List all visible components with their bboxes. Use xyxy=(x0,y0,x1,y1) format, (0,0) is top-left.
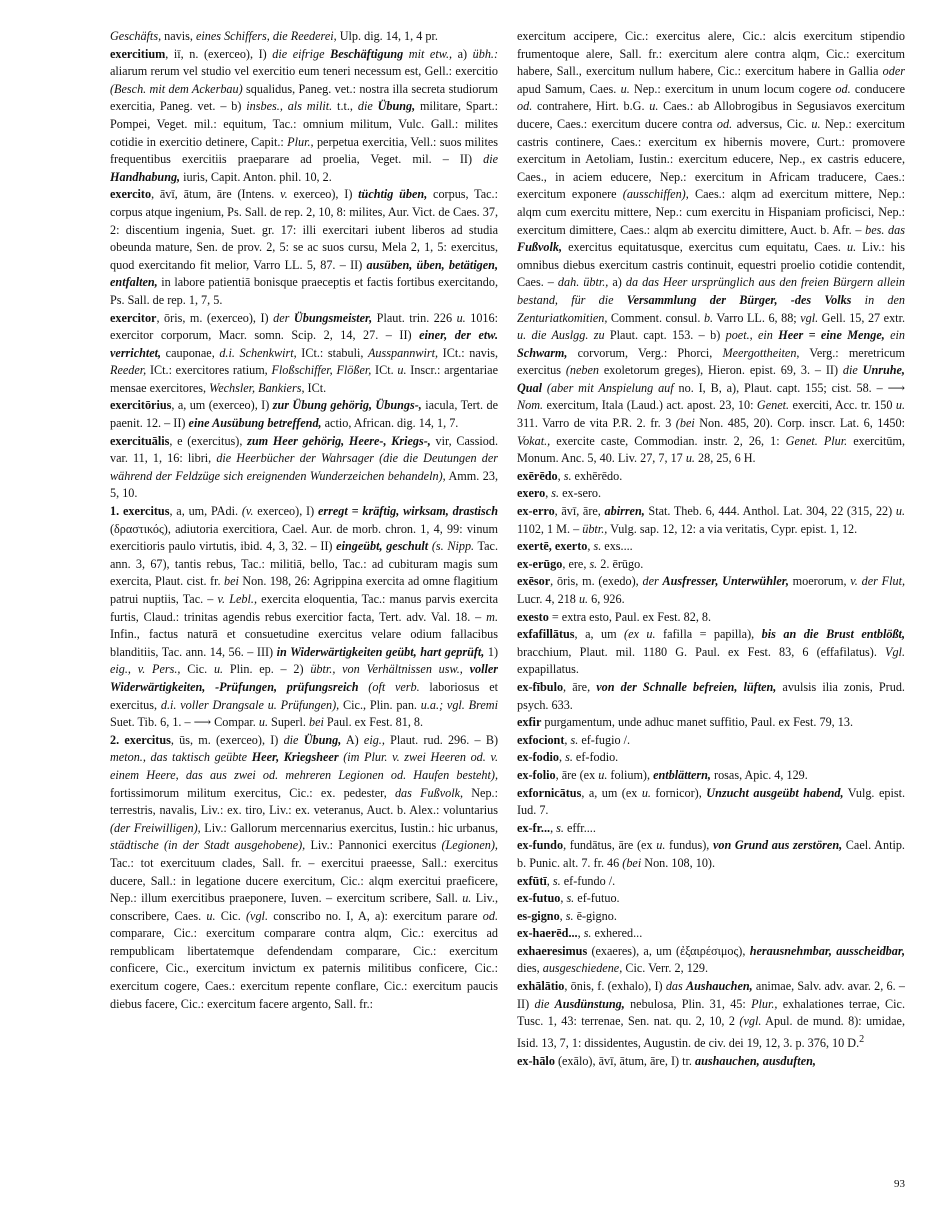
dictionary-entry: exercituālis, e (exercitus), zum Heer gehörig, Heere-, Kriegs-, vir, Cassiod. var. 11, 1, 16: libri, die Heerbücher der Wahrsager (die die Deutungen der während der Feldzüge sich ereignenden Wunderzeichen behandeln), Amm. 23, 5, 10. xyxy=(110,433,498,501)
dictionary-entry: exfociont, s. ef-fugio /. xyxy=(517,732,631,747)
dictionary-entry: exercitōrius, a, um (exerceo), I) zur Übung gehörig, Übungs-, iacula, Tert. de paenit. 12. – II) eine Ausübung betreffend, actio, African. dig. 14, 1, 7. xyxy=(110,398,498,431)
dictionary-entry: exfafillātus, a, um (ex u. fafilla = papilla), bis an die Brust entblößt, bracchium, Plaut. mil. 1180 G. Paul. ex Fest. 83, 6 (effafilatus). Vgl. expapillatus. xyxy=(517,627,905,677)
dictionary-entry: ex-futuo, s. ef-futuo. xyxy=(517,891,620,906)
dictionary-entry: Geschäfts, navis, eines Schiffers, die Reederei, Ulp. dig. 14, 1, 4 pr. xyxy=(110,29,438,43)
dictionary-entry: exfir purgamentum, unde adhuc manet suffitio, Paul. ex Fest. 79, 13. xyxy=(517,715,853,730)
dictionary-entry: ex-fībulo, āre, von der Schnalle befreien, lüften, avulsis ilia zonis, Prud. psych. 633. xyxy=(517,679,905,712)
dictionary-entry: es-gigno, s. ē-gigno. xyxy=(517,908,617,923)
dictionary-entry: exercitum accipere, Cic.: exercitus alere, Cic.: alcis exercitum stipendio frumentoque alere, Sall. fr.: exercitum alere contra alqm, Cic.: exercitum habere, Sall., exercitum nullum habere, Cic.: exercitum habere in Gallia oder apud Samum, Caes. u. Nep.: exercitum in unum locum cogere od. conducere od. contrahere, Hirt. b.G. u. Caes.: ab Allobrogibus in Segusiavos exercitum ducere, Caes.: exercitum ducere contra od. adversus, Cic. u. Nep.: exercitum castris continere, Caes.: exercitum ex hibernis movere, Curt.: promovere exercitum in Aetoliam, Iustin.: exercitum educere, Nep., ex castris educere, Caes., in aciem educere, Nep.: exercitum in Africam traducere, Caes.: exercitum exponere (ausschiffen), Caes.: alqm ad exercitum mittere, Nep.: alqm cum exercitu mittere, Nep.: cum exercitu in Hispaniam proficisci, Nep.: exercitum dimittere, Caes.: alqm ab exercitu dimittere, Auct. b. Afr. – bes. das Fußvolk, exercitus equitatusque, exercitus cum equitatu, Caes. u. Liv.: his omnibus diebus exercitum castris continuit, equestri proelio cotidie contendit, Caes. – dah. übtr., a) da das Heer ursprünglich aus den freien Bürgern allein bestand, für die Versammlung der Bürger, -des Volks in den Zenturiatkomitien, Comment. consul. b. Varro LL. 6, 88; vgl. Gell. 15, 27 extr. u. die Auslgg. zu Plaut. capt. 153. – b) poet., ein Heer = eine Menge, ein Schwarm, corvorum, Verg.: Phorci, Meergottheiten, Verg.: meretricum exercitus (neben exoletorum greges), Hieron. epist. 69, 3. – II) die Unruhe, Qual (aber mit Anspielung auf no. I, B, a), Plaut. capt. 155; cist. 58. – ⟶ Nom. exercitum, Itala (Laud.) act. apost. 23, 10: Genet. exerciti, Acc. tr. 150 u. 311. Varro de vita P.R. 2. fr. 3 (bei Non. 485, 20). Corp. inscr. Lat. 6, 1450: Vokat., exercite caste, Commodian. instr. 2, 26, 1: Genet. Plur. exercitūm, Monum. Anc. 5, 40. Liv. 27, 7, 17 u. 28, 25, 6 H. xyxy=(517,29,905,466)
dictionary-entry: ex-fodio, s. ef-fodio. xyxy=(517,750,619,765)
dictionary-entry: ex-folio, āre (ex u. folium), entblättern, rosas, Apic. 4, 129. xyxy=(517,767,808,782)
dictionary-entry: exesto = extra esto, Paul. ex Fest. 82, 8. xyxy=(517,609,712,624)
dictionary-entry: ex-haerēd..., s. exhered... xyxy=(517,926,643,941)
dictionary-entry: ex-erro, āvī, āre, abirren, Stat. Theb. 6, 444. Anthol. Lat. 304, 22 (315, 22) u. 1102, 1 M. – übtr., Vulg. sap. 12, 12: a via veritatis, Cypr. epist. 1, 12. xyxy=(517,504,905,536)
dictionary-entry: exercitium, iī, n. (exerceo), I) die eifrige Beschäftigung mit etw., a) übh.: aliarum rerum vel studio vel exercitio eum teneri necessum est, Gell.: exercitio (Besch. mit dem Ackerbau) squalidus, Paneg. vet.: nostra illa secreta studiorum exercitia, Paneg. vet. – b) insbes., als milit. t.t., die Übung, militare, Spart.: Pompei, Veget. mil.: equitum, Tac.: omnium militum, Vulc. Gall.: milites cotidie in exercitio detinere, Capit.: Plur., perpetua exercitia, Vell.: suos milites frequentibus exercitiis praeparare ad proelia, Veget. mil. – II) die Handhabung, iuris, Capit. Anton. phil. 10, 2. xyxy=(110,46,498,184)
dictionary-entry: exēsor, ōris, m. (exedo), der Ausfresser, Unterwühler, moerorum, v. der Flut, Lucr. 4, 218 u. 6, 926. xyxy=(517,574,905,606)
dictionary-entry: ex-fr..., s. effr.... xyxy=(517,820,596,835)
dictionary-entry: 1. exercitus, a, um, PAdi. (v. exerceo), I) erregt = kräftig, wirksam, drastisch (δραστικός), adiutoria exercitiora, Cael. Aur. de morb. chron. 1, 4, 99: vinum exercitioris paulo virtutis, ibid. 4, 3, 32. – II) eingeübt, geschult (s. Nipp. Tac. ann. 3, 67), tantis rebus, Tac.: militiā, bello, Tac.: ad cubituram magis sum exercita, Plaut. cist. fr. bei Non. 198, 26: Agrippina exercita ad omne flagitium patrui nuptiis, Tac. – v. Lebl., exercita eloquentia, Tac.: manus parvis exercita furtis, Claud.: trinitas agendis rebus exercitior facta, Tert. adv. Val. 18. – m. Infin., factus naturā et consuetudine exercitus velare odium fallacibus blanditiis, Tac. ann. 14, 56. – III) in Widerwärtigkeiten geübt, hart geprüft, 1) eig., v. Pers., Cic. u. Plin. ep. – 2) übtr., von Verhältnissen usw., voller Widerwärtigkeiten, -Prüfungen, prüfungsreich (oft verb. laboriosus et exercitus, d.i. voller Drangsale u. Prüfungen), Cic., Plin. pan. u.a.; vgl. Bremi Suet. Tib. 6, 1. – ⟶ Compar. u. Superl. bei Paul. ex Fest. 81, 8. xyxy=(110,504,498,730)
dictionary-entry: exercitor, ōris, m. (exerceo), I) der Übungsmeister, Plaut. trin. 226 u. 1016: exercitor corporum, Macr. somn. Scip. 2, 14, 27. – II) einer, der etw. verrichtet, cauponae, d.i. Schenkwirt, ICt.: stabuli, Ausspannwirt, ICt.: navis, Reeder, ICt.: exercitores ratium, Floßschiffer, Flößer, ICt. u. Inscr.: argentariae mensae exercitores, Wechsler, Bankiers, ICt. xyxy=(110,310,498,395)
dictionary-entry: exhaeresimus (exaeres), a, um (ἐξαιρέσιμος), herausnehmbar, ausscheidbar, dies, ausgeschiedene, Cic. Verr. 2, 129. xyxy=(517,943,905,976)
left-column xyxy=(110,28,498,1188)
dictionary-entry: ex-hālo (exālo), āvī, ātum, āre, I) tr. aushauchen, ausduften, xyxy=(517,1053,816,1068)
dictionary-entry: exhālātio, ōnis, f. (exhalo), I) das Aushauchen, animae, Salv. adv. avar. 2, 6. – II) die Ausdünstung, nebulosa, Plin. 31, 45: Plur., exhalationes terrae, Cic. Tusc. 1, 43: terrenae, Sen. nat. qu. 2, 10, 2 (vgl. Apul. de mund. 8): umidae, Isid. 13, 7, 1: dissidentes, Augustin. de civ. dei 19, 12, 3. p. 376, 10 D.$^2$ xyxy=(517,979,905,1050)
right-column xyxy=(517,28,905,1188)
dictionary-entry: exfornicātus, a, um (ex u. fornicor), Unzucht ausgeübt habend, Vulg. epist. Iud. 7. xyxy=(517,785,905,818)
dictionary-entry: exertē, exerto, s. exs.... xyxy=(517,539,633,554)
dictionary-entry: 2. exercitus, ūs, m. (exerceo), I) die Übung, A) eig., Plaut. rud. 296. – B) meton., das taktisch geübte Heer, Kriegsheer (im Plur. v. zwei Heeren od. v. einem Heere, das aus zwei od. mehreren Legionen od. Haufen besteht), fortissimorum militum exercitus, Cic.: ex. pedester, das Fußvolk, Nep.: terrestris, navalis, Liv.: ex. tiro, Liv.: ex. veteranus, Auct. b. Alex.: voluntarius (der Freiwilligen), Liv.: Gallorum mercennarius exercitus, Iustin.: hic urbanus, städtische (in der Stadt ausgehobene), Liv.: Pannonici exercitus (Legionen), Tac.: tot exercituum clades, Sall. fr. – exercitui praeesse, Sall.: exercitus ducere, Sall.: in legatione ducere exercitum, Cic.: alqm exercitui praeficere, Nep.: illum exercitibus praeponere, Iuven. – exercitum scribere, Sall. u. Liv., conscribere, Caes. u. Cic. (vgl. conscribo no. I, A, a): exercitum parare od. comparare, Cic.: exercitum comparare contra alqm, Cic.: exercitus ad rempublicam libertatemque defendendam comparare, Cic.: exercitum conficere, Cic., exercitum invictum ex paternis militibus conficere, Cic.: exercitum cogere, Caes.: exercitum repente conflare, Cic.: exercitum paucis diebus facere, Cic.: exercitum facere argento, Sall. fr.: xyxy=(110,732,498,1011)
dictionary-entry: exero, s. ex-sero. xyxy=(517,486,602,501)
dictionary-entry: ex-fundo, fundātus, āre (ex u. fundus), von Grund aus zerstören, Cael. Antip. b. Punic. alt. 7. fr. 46 (bei Non. 108, 10). xyxy=(517,838,905,870)
dictionary-entry: exfūtī, s. ef-fundo /. xyxy=(517,873,616,888)
dictionary-entry: exercito, āvī, ātum, āre (Intens. v. exerceo), I) tüchtig üben, corpus, Tac.: corpus atque ingenium, Ps. Sall. de rep. 2, 10, 8: milites, Aur. Vict. de Caes. 37, 2: discentium ingenia, Suet. gr. 17: illi exercitari iubent liberos ad studia obeunda mature, Sen. de prov. 2, 5: se ac suos cursu, Mela 2, 1, 5: exercitus, quod exercitando fit melior, Varro LL. 5, 87. – II) ausüben, üben, betätigen, entfalten, in labore patientiā bonisque praeceptis et factis fortibus exercitando, Ps. Sall. de rep. 1, 7, 5. xyxy=(110,187,498,307)
dictionary-entry: exērēdo, s. exhērēdo. xyxy=(517,468,623,483)
page-number: 93 xyxy=(894,1178,905,1191)
dictionary-entry: ex-erūgo, ere, s. 2. ērūgo. xyxy=(517,556,644,571)
